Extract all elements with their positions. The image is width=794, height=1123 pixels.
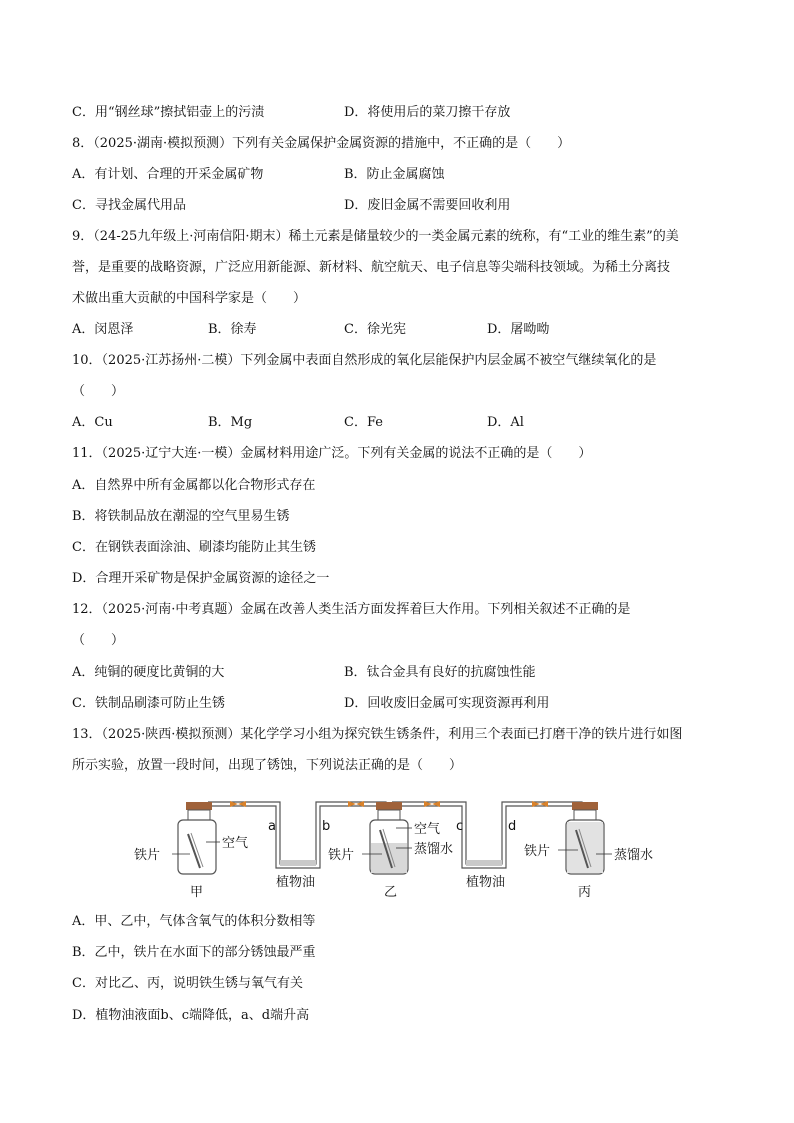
label-iron-jia: 铁片 [134,848,161,863]
q12-option-a: A．纯铜的硬度比黄铜的大 [72,665,225,680]
rust-experiment-diagram [130,788,690,903]
q10-option-a: A．Cu [72,415,113,430]
q9-option-a: A．闵恩泽 [72,322,134,337]
q7-option-d: D．将使用后的菜刀擦干存放 [344,105,511,120]
q10-option-c: C．Fe [344,415,383,430]
iron-strip-1 [188,834,200,868]
q10-stem-line2: （ ） [72,384,125,399]
label-iron-bing: 铁片 [524,844,551,859]
label-oil-1: 植物油 [276,875,316,890]
label-a: a [268,819,276,834]
q13-option-d: D．植物油液面b、c端降低，a、d端升高 [72,1008,310,1023]
q11-option-b: B．将铁制品放在潮湿的空气里易生锈 [72,509,290,524]
q12-option-c: C．铁制品刷漆可防止生锈 [72,696,225,711]
label-oil-2: 植物油 [466,875,506,890]
q11-stem: 11．（2025·辽宁大连·一模）金属材料用途广泛。下列有关金属的说法不正确的是（ ） [72,446,592,461]
label-air-yi: 空气 [414,822,441,837]
q7-option-c: C．用“钢丝球”擦拭铝壶上的污渍 [72,105,265,120]
oil-u-tube-1 [280,860,316,866]
q11-option-d: D．合理开采矿物是保护金属资源的途径之一 [72,571,330,586]
q12-stem-line1: 12．（2025·河南·中考真题）金属在改善人类生活方面发挥着巨大作用。下列相关叙述不正确的是 [72,602,631,617]
label-yi: 乙 [384,885,398,900]
q12-option-d: D．回收废旧金属可实现资源再利用 [344,696,550,711]
q8-stem: 8．（2025·湖南·模拟预测）下列有关金属保护金属资源的措施中，不正确的是（ ） [72,136,571,151]
q13-option-c: C．对比乙、丙，说明铁生锈与氧气有关 [72,976,303,991]
q8-option-d: D．废旧金属不需要回收利用 [344,198,511,213]
q9-stem-line2: 誉，是重要的战略资源，广泛应用新能源、新材料、航空航天、电子信息等尖端科技领域。为稀土分离技 [72,260,671,275]
label-jia: 甲 [190,885,204,900]
q10-option-d: D．Al [487,415,524,430]
label-c: c [456,819,464,834]
label-iron-yi: 铁片 [328,848,355,863]
jar-jia [178,802,216,874]
q8-option-c: C．寻找金属代用品 [72,198,186,213]
label-b: b [322,819,331,834]
oil-u-tube-2 [466,860,502,866]
q11-option-c: C．在钢铁表面涂油、刷漆均能防止其生锈 [72,540,316,555]
q9-option-b: B．徐寿 [208,322,257,337]
label-bing: 丙 [578,885,592,900]
label-d: d [508,819,517,834]
q12-option-b: B．钛合金具有良好的抗腐蚀性能 [344,665,536,680]
q13-option-b: B．乙中，铁片在水面下的部分锈蚀最严重 [72,945,316,960]
label-water-bing: 蒸馏水 [614,848,654,863]
label-air-jia: 空气 [222,836,249,851]
q13-stem-line2: 所示实验，放置一段时间，出现了锈蚀，下列说法正确的是（ ） [72,758,463,773]
q10-stem-line1: 10．（2025·江苏扬州·二模）下列金属中表面自然形成的氧化层能保护内层金属不被空气继续氧化的是 [72,353,657,368]
q9-stem-line3: 术做出重大贡献的中国科学家是（ ） [72,291,307,306]
q9-option-d: D．屠呦呦 [487,322,550,337]
jar-yi [370,802,408,874]
q9-stem-line1: 9．（24-25九年级上·河南信阳·期末）稀土元素是储量较少的一类金属元素的统称，有“工业的维生素”的美 [72,229,679,244]
q13-stem-line1: 13．（2025·陕西·模拟预测）某化学学习小组为探究铁生锈条件，利用三个表面已打磨干净的铁片进行如图 [72,727,683,742]
q9-option-c: C．徐光宪 [344,322,406,337]
q12-stem-line2: （ ） [72,633,125,648]
q13-option-a: A．甲、乙中，气体含氧气的体积分数相等 [72,914,316,929]
q8-option-b: B．防止金属腐蚀 [344,167,445,182]
label-water-yi: 蒸馏水 [414,842,454,857]
q8-option-a: A．有计划、合理的开采金属矿物 [72,167,264,182]
q10-option-b: B．Mg [208,415,253,430]
q11-option-a: A．自然界中所有金属都以化合物形式存在 [72,478,316,493]
jar-bing [566,802,604,874]
